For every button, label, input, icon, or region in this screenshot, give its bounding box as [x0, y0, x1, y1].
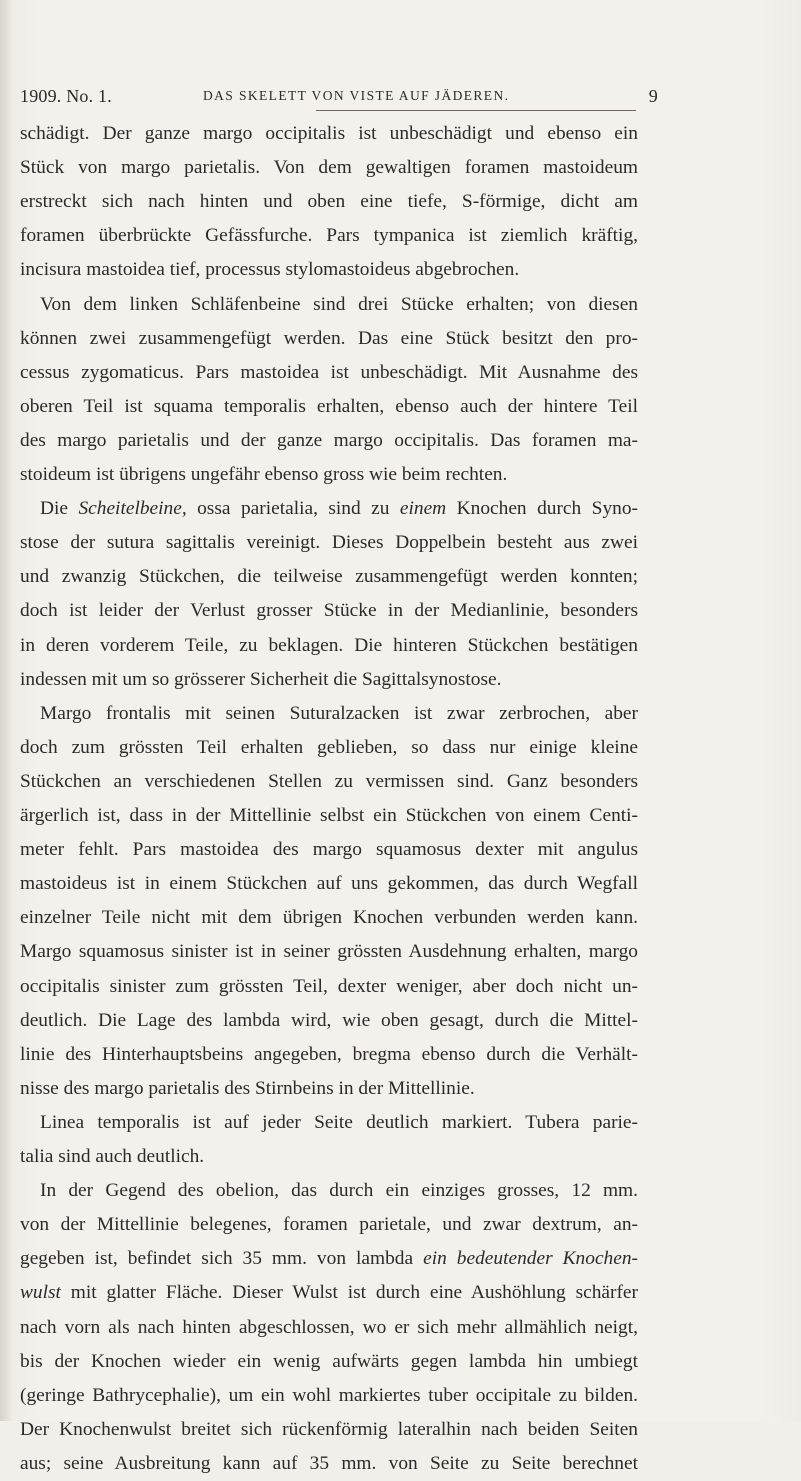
text-line: und zwanzig Stückchen, die teilweise zusammengefügt werden konnten; [20, 566, 638, 588]
text-line: nisse des margo parietalis des Stirnbeins in der Mittellinie. [20, 1077, 475, 1099]
text-line: können zwei zusammengefügt werden. Das eine Stück besitzt den pro- [20, 327, 638, 349]
text-line: In der Gegend des obelion, das durch ein einziges grosses, 12 mm. [40, 1180, 638, 1202]
italic-term: Scheitelbeine, [78, 498, 187, 520]
text-line: bis der Knochen wieder ein wenig aufwärts gegen lambda hin umbiegt [20, 1350, 638, 1372]
text-line: Der Knochenwulst breitet sich rückenförmig lateralhin nach beiden Seiten [20, 1418, 638, 1440]
text-run: Die [40, 498, 79, 520]
text-line: stose der sutura sagittalis vereinigt. Dieses Doppelbein besteht aus zwei [20, 532, 638, 554]
text-line: (geringe Bathrycephalie), um ein wohl markiertes tuber occipitale zu bilden. [20, 1384, 638, 1406]
text-line: von der Mittellinie belegenes, foramen parietale, und zwar dextrum, an- [20, 1214, 638, 1236]
text-line: oberen Teil ist squama temporalis erhalten, ebenso auch der hintere Teil [20, 395, 638, 417]
text-line: Von dem linken Schläfenbeine sind drei Stücke erhalten; von diesen [40, 293, 638, 315]
italic-term: wulst [20, 1282, 61, 1304]
text-line: Linea temporalis ist auf jeder Seite deutlich markiert. Tubera parie- [40, 1111, 638, 1133]
text-line: mastoideus ist in einem Stückchen auf uns gekommen, das durch Wegfall [20, 873, 638, 895]
text-line: doch zum grössten Teil erhalten geblieben, so dass nur einige kleine [20, 736, 638, 758]
text-line: einzelner Teile nicht mit dem übrigen Knochen verbunden werden kann. [20, 907, 638, 929]
text-line [20, 1276, 638, 1310]
italic-term: einem [399, 498, 447, 520]
text-line: deutlich. Die Lage des lambda wird, wie oben gesagt, durch die Mittel- [20, 1009, 638, 1031]
running-head-issue: 1909. No. 1. [20, 86, 112, 106]
text-line: talia sind auch deutlich. [20, 1146, 205, 1167]
text-line [40, 492, 638, 526]
italic-term: ein bedeutender Knochen- [423, 1248, 638, 1270]
text-line: erstreckt sich nach hinten und oben eine tiefe, S-förmige, dicht am [20, 191, 638, 213]
text-line: meter fehlt. Pars mastoidea des margo squamosus dexter mit angulus [20, 839, 638, 861]
text-line: occipitalis sinister zum grössten Teil, dexter weniger, aber doch nicht un- [20, 975, 638, 997]
running-head-title: DAS SKELETT VON VISTE AUF JÄDEREN. [203, 88, 510, 103]
text-line: Margo frontalis mit seinen Suturalzacken ist zwar zerbrochen, aber [40, 702, 638, 724]
text-line: linie des Hinterhauptsbeins angegeben, bregma ebenso durch die Verhält- [20, 1043, 638, 1065]
text-run: mit glatter Fläche. Dieser Wulst ist durch eine Aushöhlung schärfer [60, 1282, 638, 1304]
text-line: incisura mastoidea tief, processus stylomastoideus abgebrochen. [20, 259, 520, 281]
text-line: Stückchen an verschiedenen Stellen zu vermissen sind. Ganz besonders [20, 770, 638, 792]
text-line: aus; seine Ausbreitung kann auf 35 mm. von Seite zu Seite berechnet [20, 1452, 638, 1474]
text-line: Stück von margo parietalis. Von dem gewaltigen foramen mastoideum [20, 157, 638, 179]
text-line [20, 1242, 638, 1276]
header-rule [316, 110, 636, 111]
text-line: schädigt. Der ganze margo occipitalis ist unbeschädigt und ebenso ein [20, 123, 638, 144]
text-line: des margo parietalis und der ganze margo occipitalis. Das foramen ma- [20, 429, 638, 451]
text-run: gegeben ist, befindet sich 35 mm. von lambda [20, 1248, 424, 1270]
running-head [20, 86, 658, 112]
text-line: stoideum ist übrigens ungefähr ebenso gross wie beim rechten. [20, 464, 508, 485]
text-line: doch ist leider der Verlust grosser Stücke in der Medianlinie, besonders [20, 600, 638, 622]
page-gutter-shadow [0, 0, 12, 1421]
text-line: indessen mit um so grösserer Sicherheit die Sagittalsynostose. [20, 668, 502, 690]
text-run: Knochen durch Syno- [446, 498, 638, 520]
text-line: in deren vorderem Teile, zu beklagen. Die hinteren Stückchen bestätigen [20, 634, 638, 656]
text-line: foramen überbrückte Gefässfurche. Pars tympanica ist ziemlich kräftig, [20, 225, 638, 247]
text-line: ärgerlich ist, dass in der Mittellinie selbst ein Stückchen von einem Centi- [20, 805, 638, 826]
text-line: nach vorn als nach hinten abgeschlossen, wo er sich mehr allmählich neigt, [20, 1316, 638, 1338]
text-line: Margo squamosus sinister ist in seiner grössten Ausdehnung erhalten, margo [20, 941, 638, 963]
text-run: ossa parietalia, sind zu [186, 498, 400, 520]
text-line: cessus zygomaticus. Pars mastoidea ist unbeschädigt. Mit Ausnahme des [20, 361, 638, 383]
page-number: 9 [648, 86, 658, 106]
